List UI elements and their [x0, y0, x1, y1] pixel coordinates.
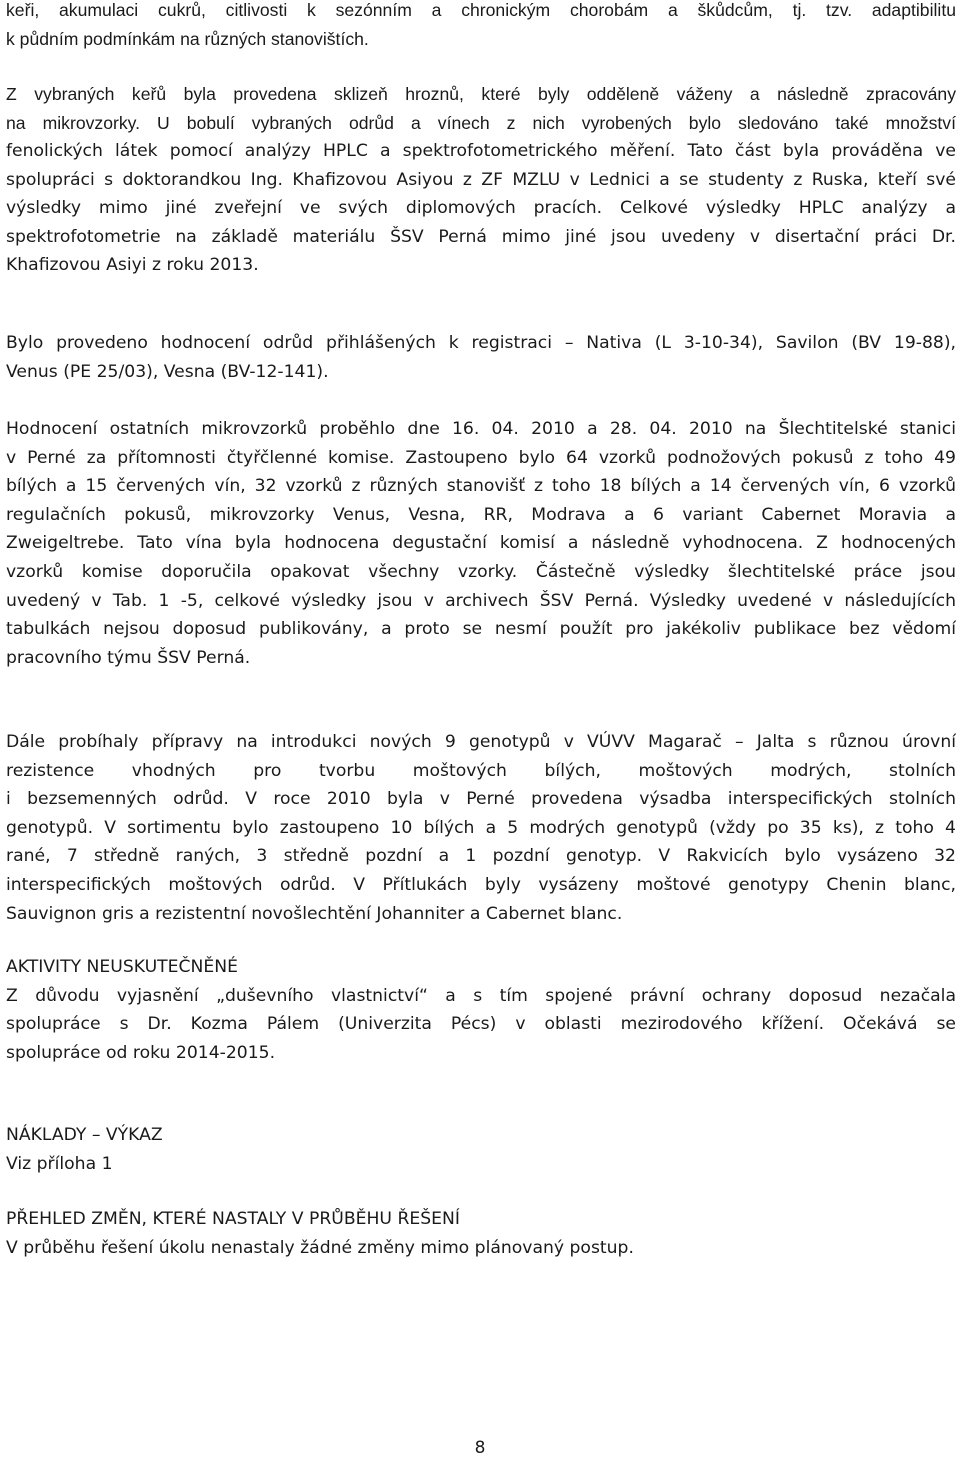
text-line: i bezsemenných odrůd. V roce 2010 byla v Perné provedena výsadba interspecifických stolních: [6, 789, 956, 810]
paragraph-harvest-cont: [6, 137, 956, 280]
text-line: V průběhu řešení úkolu nenastaly žádné změny mimo plánovaný postup.: [6, 1237, 634, 1258]
text-line: bílých a 15 červených vín, 32 vzorků z různých stanovišť z toho 18 bílých a 14 červených vín, 6 vzorků: [6, 476, 956, 497]
text-line: uvedený v Tab. 1 -5, celkové výsledky jsou v archivech ŠSV Perná. Výsledky uvedené v následujících: [6, 590, 956, 611]
text-line: k půdním podmínkám na různých stanovištích.: [6, 28, 369, 49]
text-line: Z vybraných keřů byla provedena sklizeň hroznů, které byly odděleně váženy a následně zpracovány: [6, 84, 956, 104]
text-line: v Perné za přítomnosti čtyřčlenné komise. Zastoupeno bylo 64 vzorků podnožových pokusů z toho 49: [6, 447, 956, 468]
text-line: Venus (PE 25/03), Vesna (BV-12-141).: [6, 361, 329, 382]
text-line: Khafizovou Asiyi z roku 2013.: [6, 255, 259, 276]
text-line: Dále probíhaly přípravy na introdukci nových 9 genotypů v VÚVV Magarač – Jalta s různou úrovní: [6, 732, 956, 752]
text-line: spolupráci s doktorandkou Ing. Khafizovou Asiyou z ZF MZLU v Lednici a se studenty z Ruska, kteří své: [6, 169, 956, 190]
text-line: vzorků komise doporučila opakovat všechny vzorky. Částečně výsledky šlechtitelské práce jsou: [6, 561, 956, 582]
text-line: pracovního týmu ŠSV Perná.: [6, 647, 251, 668]
section-heading: PŘEHLED ZMĚN, KTERÉ NASTALY V PRŮBĚHU ŘEŠENÍ: [6, 1209, 460, 1229]
text-line: keři, akumulaci cukrů, citlivosti k sezónním a chronickým chorobám a škůdcům, tj. tzv. adaptibilitu: [6, 0, 956, 20]
text-line: Sauvignon gris a rezistentní novošlechtění Johanniter a Cabernet blanc.: [6, 903, 623, 924]
text-line: Bylo provedeno hodnocení odrůd přihlášených k registraci – Nativa (L 3-10-34), Savilon (BV 19-88),: [6, 333, 956, 353]
paragraph-introduction: [6, 728, 956, 928]
text-line: Viz příloha 1: [6, 1153, 113, 1174]
paragraph-evaluation: [6, 415, 956, 672]
paragraph-adaptability: [6, 0, 956, 53]
text-line: Z důvodu vyjasnění „duševního vlastnictví“ a s tím spojené právní ochrany doposud nezačala: [6, 985, 956, 1006]
section-costs: [6, 1121, 956, 1178]
text-line: fenolických látek pomocí analýzy HPLC a spektrofotometrického měření. Tato část byla prováděna ve: [6, 141, 956, 161]
text-line: regulačních pokusů, mikrovzorky Venus, Vesna, RR, Modrava a 6 variant Cabernet Moravia a: [6, 504, 956, 525]
text-line: spektrofotometrie na základě materiálu ŠSV Perná mimo jiné jsou uvedeny v disertační práci Dr.: [6, 226, 956, 247]
paragraph-harvest: [6, 80, 956, 137]
text-line: spolupráce s Dr. Kozma Pálem (Univerzita Pécs) v oblasti mezirodového křížení. Očekává se: [6, 1014, 956, 1035]
text-line: na mikrovzorky. U bobulí vybraných odrůd a vínech z nich vyrobených bylo sledováno také množství: [6, 112, 956, 133]
text-line: genotypů. V sortimentu bylo zastoupeno 10 bílých a 5 modrých genotypů (vždy po 35 ks), z toho 4: [6, 817, 956, 838]
section-heading: NÁKLADY – VÝKAZ: [6, 1125, 163, 1145]
text-line: interspecifických moštových odrůd. V Přítlukách byly vysázeny moštové genotypy Chenin blanc,: [6, 874, 956, 895]
section-activities: [6, 953, 956, 1067]
text-line: Hodnocení ostatních mikrovzorků proběhlo dne 16. 04. 2010 a 28. 04. 2010 na Šlechtitelské stanici: [6, 419, 956, 439]
text-line: výsledky mimo jiné zveřejní ve svých diplomových pracích. Celkové výsledky HPLC analýzy a: [6, 198, 956, 219]
text-line: rané, 7 středně raných, 3 středně pozdní a 1 pozdní genotyp. V Rakvicích bylo vysázeno 32: [6, 846, 956, 867]
paragraph-registration: [6, 329, 956, 386]
text-line: Zweigeltrebe. Tato vína byla hodnocena degustační komisí a následně vyhodnocena. Z hodnocených: [6, 533, 956, 554]
section-heading: AKTIVITY NEUSKUTEČNĚNÉ: [6, 957, 238, 977]
page-number: 8: [474, 1438, 486, 1458]
section-changes: [6, 1205, 956, 1262]
text-line: rezistence vhodných pro tvorbu moštových bílých, moštových modrých, stolních: [6, 760, 956, 781]
text-line: spolupráce od roku 2014-2015.: [6, 1042, 276, 1063]
text-line: tabulkách nejsou doposud publikovány, a proto se nesmí použít pro jakékoliv publikace bez vědomí: [6, 619, 956, 640]
